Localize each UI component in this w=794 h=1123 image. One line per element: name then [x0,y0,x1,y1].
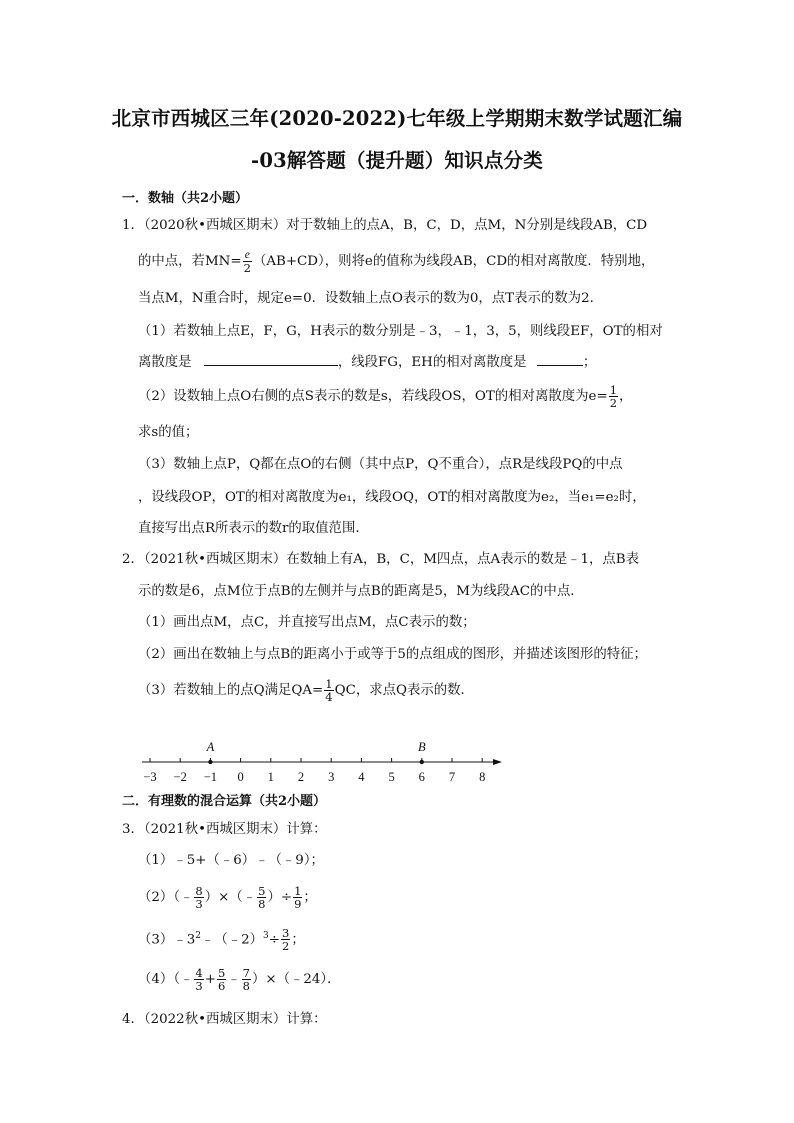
q3-expr3: $(3)﹣3^2﹣(﹣2)^3\div$ $\frac{3}{2}$ ； [138,926,305,954]
number-line-tick-label: −3 [143,770,157,784]
number-line-tick-label: −2 [173,770,187,784]
point-a-dot [208,760,212,764]
document-title-line1: 北京市西城区三年(2020-2022)七年级上学期期末数学试题汇编 [111,107,683,130]
q2-source: （2021秋•西城区期末） [143,552,287,567]
q2-part2: （2）画出在数轴上与点B的距离小于或等于5的点组成的图形，并描述该图形的特征； [138,647,647,662]
q1-line3: 当点M，N重合时，规定e=0．设数轴上点O表示的数为0，点T表示的数为2． [138,291,603,306]
number-line-tick-label: 8 [479,770,486,784]
number-line-figure [130,738,510,788]
q1-line1 [122,216,647,236]
number-line-tick-label: 2 [297,770,305,784]
q1-part1-line1: （1）若数轴上点E，F，G，H表示的数分别是﹣3，﹣1，3，5，则线段EF，OT的相对 [138,324,663,339]
q4-number: 4． [122,1012,144,1027]
number-line-tick-label: 4 [358,770,365,784]
document-title-line2: -03解答题（提升题）知识点分类 [251,149,543,172]
number-line-tick-label: 3 [328,770,335,784]
fraction-one-half: $\frac{1}{2}$ [609,383,618,410]
number-line-tick-label: 5 [388,770,395,784]
point-b-dot [420,760,424,764]
q3-line1: 3．（2021秋•西城区期末）计算： [122,822,327,837]
q3-number: 3． [122,822,144,837]
q2-part1: （1）画出点M，点C，并直接写出点M，点C表示的数； [138,615,476,630]
point-b-label: B [417,740,426,754]
q3-expr4: （4）（﹣ $\frac{4}{3}$ + $\frac{5}{6}$ ﹣ $\frac{7}{8}$ ）×（﹣24）． [138,966,341,993]
number-line-tick-label: 6 [418,770,425,784]
point-a-label: A [206,740,215,754]
q1-part3-line3: 直接写出点R所表示的数r的取值范围． [138,521,369,536]
q1-part2-line2: 求s的值； [138,425,199,440]
q2-line1: 2．（2021秋•西城区期末）在数轴上有A，B，C，M四点，点A表示的数是﹣1，点B表 [122,552,640,567]
q3-source: （2021秋•西城区期末） [143,822,287,837]
number-line-tick-label: −1 [203,770,218,784]
q2-part3: （3）若数轴上的点Q满足QA= $\frac{1}{4}$ QC，求点Q表示的数． [138,677,474,704]
q1-part3-line1: （3）数轴上点P，Q都在点O的右侧（其中点P，Q不重合），点R是线段PQ的中点 [138,457,623,472]
q1-number: 1． [122,218,144,233]
number-line-arrow-icon [493,759,502,765]
section-heading-rational-operations: 二．有理数的混合运算（共2小题） [122,794,327,809]
number-line-tick-label: 0 [237,770,244,784]
answer-blank-1[interactable] [204,352,338,366]
q3-expr2: （2）（﹣ $\frac{8}{3}$ ）×（﹣ $\frac{5}{8}$ ）÷ $\frac{1}{9}$ ； [138,884,317,911]
q1-text-line1: 对于数轴上的点A，B，C，D，点M，N分别是线段AB，CD [286,218,648,233]
q4-source: （2022秋•西城区期末） [143,1012,287,1027]
q1-source: （2020秋•西城区期末） [143,218,287,233]
answer-blank-2[interactable] [537,352,583,366]
q3-expr1: （1）﹣5+（﹣6）﹣（﹣9）； [138,853,324,868]
fraction-e-over-2: $\frac{e}{2}$ [243,249,251,275]
number-line-tick-label: 7 [448,770,456,784]
q4-line1: 4．（2022秋•西城区期末）计算： [122,1012,327,1027]
section-heading-number-line: 一．数轴（共2小题） [122,191,249,206]
q2-line2: 示的数是6，点M位于点B的左侧并与点B的距离是5，M为线段AC的中点． [138,584,584,599]
q1-part3-line2: ，设线段OP，OT的相对离散度为e₁，线段OQ，OT的相对离散度为e₂，当e₁=e₂时， [138,490,646,505]
q1-part1-line2: 离散度是 ，线段FG，EH的相对离散度是 ； [138,352,596,373]
fraction-one-quarter: $\frac{1}{4}$ [325,677,333,704]
number-line-tick-label: 1 [267,770,274,784]
q1-part2-line1: （2）设数轴上点O右侧的点S表示的数是s，若线段OS，OT的相对离散度为e= $\frac{1}{2}$ ， [138,383,633,410]
q2-number: 2． [122,552,144,567]
q1-line2: 的中点，若MN= $\frac{e}{2}$ （AB+CD），则将e的值称为线段AB，CD的相对离散度．特别地， [138,249,655,275]
